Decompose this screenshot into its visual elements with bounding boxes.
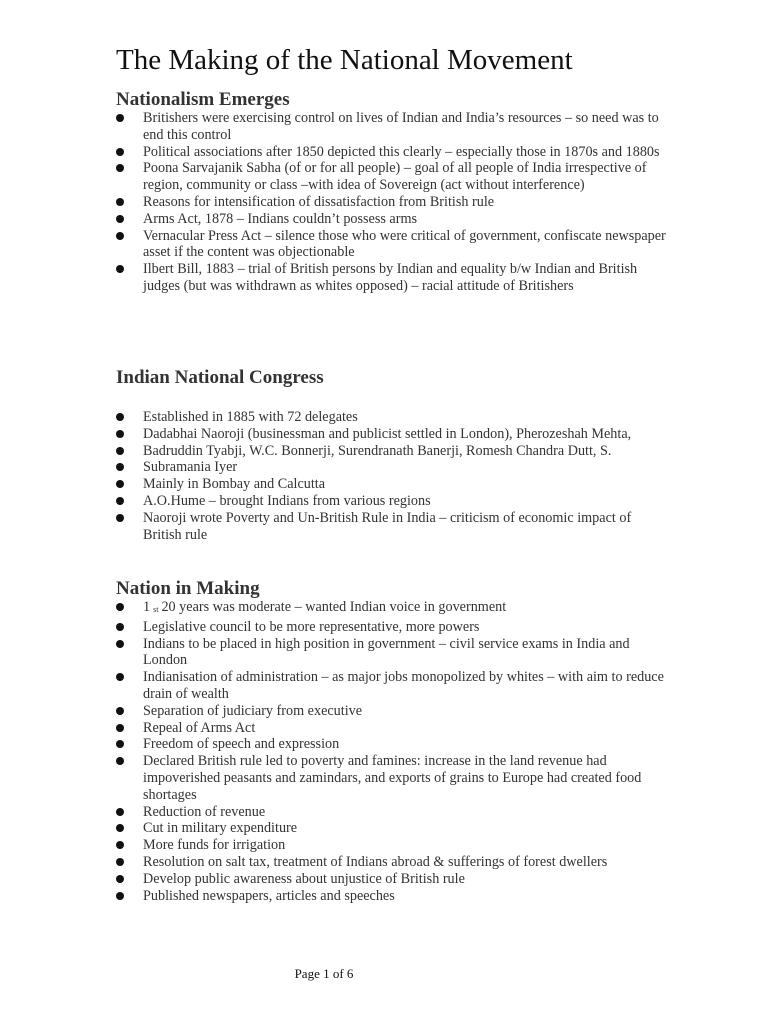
- bullet-icon: [116, 892, 124, 900]
- bullet-icon: [116, 623, 124, 631]
- list-item: Mainly in Bombay and Calcutta: [0, 476, 768, 493]
- bullet-icon: [116, 198, 124, 206]
- bullet-icon: [116, 707, 124, 715]
- list-item: Declared British rule led to poverty and famines: increase in the land revenue had impoverished peasants and zamindars, and exports of grains to Europe had created food shortages: [0, 753, 768, 803]
- bullet-icon: [116, 430, 124, 438]
- list-item: Repeal of Arms Act: [0, 720, 768, 737]
- list-item: Resolution on salt tax, treatment of Indians abroad & sufferings of forest dwellers: [0, 854, 768, 871]
- bullet-icon: [116, 232, 124, 240]
- list-item: Reduction of revenue: [0, 804, 768, 821]
- list-item: Ilbert Bill, 1883 – trial of British persons by Indian and equality b/w Indian and British judges (but was withdrawn as whites opposed) – racial attitude of Britishers: [0, 261, 768, 295]
- bullet-icon: [116, 875, 124, 883]
- list-item: Dadabhai Naoroji (businessman and publicist settled in London), Pherozeshah Mehta,: [0, 426, 768, 443]
- list-item: Separation of judiciary from executive: [0, 703, 768, 720]
- list-item: Published newspapers, articles and speeches: [0, 888, 768, 905]
- list-item: 1 st 20 years was moderate – wanted Indian voice in government: [0, 599, 768, 619]
- bullet-icon: [116, 164, 124, 172]
- bullet-icon: [116, 215, 124, 223]
- list-item: Legislative council to be more representative, more powers: [0, 619, 768, 636]
- list-item: Reasons for intensification of dissatisfaction from British rule: [0, 194, 768, 211]
- bullet-icon: [116, 447, 124, 455]
- bullet-icon: [116, 413, 124, 421]
- bullet-icon: [116, 603, 124, 611]
- list-item: Britishers were exercising control on lives of Indian and India’s resources – so need was to end this control: [0, 110, 768, 144]
- list-item: Arms Act, 1878 – Indians couldn’t possess arms: [0, 211, 768, 228]
- list-item: Freedom of speech and expression: [0, 736, 768, 753]
- bullet-icon: [116, 824, 124, 832]
- bullet-icon: [116, 114, 124, 122]
- bullet-icon: [116, 724, 124, 732]
- list-item: Badruddin Tyabji, W.C. Bonnerji, Surendranath Banerji, Romesh Chandra Dutt, S.: [0, 443, 768, 460]
- list-item: Political associations after 1850 depicted this clearly – especially those in 1870s and 1880s: [0, 144, 768, 161]
- section-heading-indian-national-congress: Indian National Congress: [116, 367, 324, 388]
- list-nation-in-making: [0, 599, 768, 904]
- list-item: Cut in military expenditure: [0, 820, 768, 837]
- bullet-icon: [116, 757, 124, 765]
- bullet-icon: [116, 514, 124, 522]
- page-title: The Making of the National Movement: [116, 44, 573, 76]
- list-item: Naoroji wrote Poverty and Un-British Rule in India – criticism of economic impact of British rule: [0, 510, 768, 544]
- list-item: Subramania Iyer: [0, 459, 768, 476]
- list-item: More funds for irrigation: [0, 837, 768, 854]
- list-nationalism-emerges: [0, 110, 768, 295]
- section-heading-nationalism-emerges: Nationalism Emerges: [116, 89, 290, 110]
- list-item: Develop public awareness about unjustice of British rule: [0, 871, 768, 888]
- section-heading-nation-in-making: Nation in Making: [116, 578, 260, 599]
- list-indian-national-congress: [0, 409, 768, 543]
- bullet-icon: [116, 148, 124, 156]
- page-number: Page 1 of 6: [294, 966, 354, 981]
- list-item: Established in 1885 with 72 delegates: [0, 409, 768, 426]
- bullet-icon: [116, 265, 124, 273]
- bullet-icon: [116, 740, 124, 748]
- bullet-icon: [116, 858, 124, 866]
- bullet-icon: [116, 808, 124, 816]
- bullet-icon: [116, 640, 124, 648]
- list-item: Indians to be placed in high position in government – civil service exams in India and London: [0, 636, 768, 670]
- list-item: Poona Sarvajanik Sabha (of or for all people) – goal of all people of India irrespective of region, community or class –with idea of Sovereign (act without interference): [0, 160, 768, 194]
- list-item: Indianisation of administration – as major jobs monopolized by whites – with aim to reduce drain of wealth: [0, 669, 768, 703]
- list-item: A.O.Hume – brought Indians from various regions: [0, 493, 768, 510]
- bullet-icon: [116, 673, 124, 681]
- bullet-icon: [116, 480, 124, 488]
- list-item: Vernacular Press Act – silence those who were critical of government, confiscate newspaper asset if the content was objectionable: [0, 228, 768, 262]
- bullet-icon: [116, 841, 124, 849]
- bullet-icon: [116, 497, 124, 505]
- bullet-icon: [116, 463, 124, 471]
